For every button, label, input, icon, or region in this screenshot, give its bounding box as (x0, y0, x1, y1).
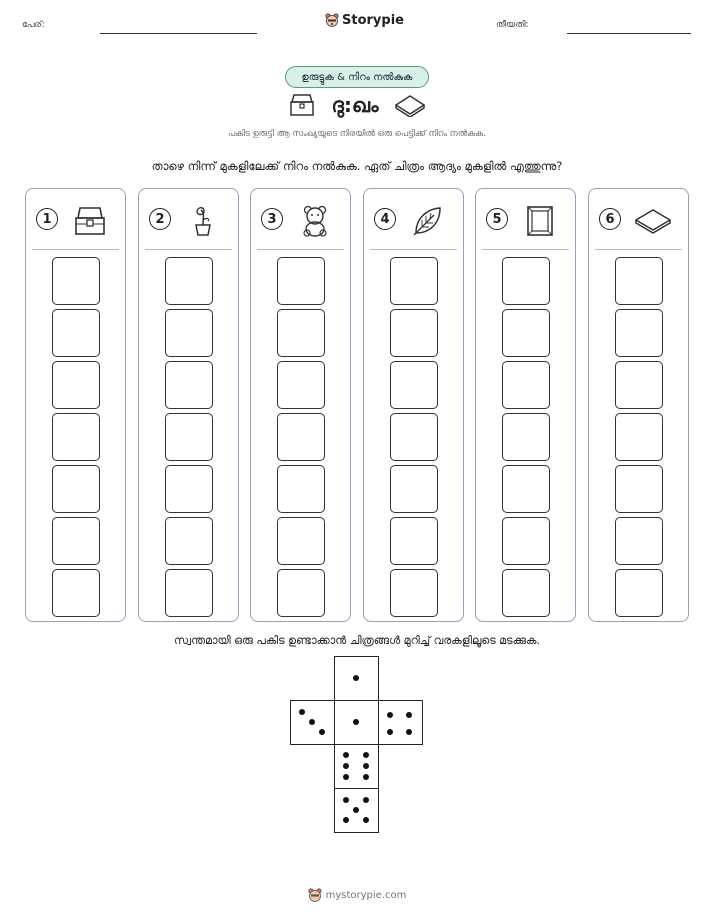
color-box[interactable] (277, 517, 325, 565)
leaf-icon (410, 205, 446, 237)
die-pip (363, 752, 369, 758)
column-header (476, 205, 575, 241)
color-box[interactable] (52, 465, 100, 513)
divider (257, 249, 344, 250)
color-box[interactable] (615, 569, 663, 617)
color-box[interactable] (165, 257, 213, 305)
name-line[interactable] (100, 33, 257, 34)
title-row (0, 92, 714, 118)
die-pip (363, 797, 369, 803)
die-pip (343, 817, 349, 823)
die-pip (299, 709, 305, 715)
die-pip (363, 763, 369, 769)
color-box[interactable] (277, 569, 325, 617)
color-box[interactable] (52, 413, 100, 461)
color-box[interactable] (390, 465, 438, 513)
die-pip (387, 729, 393, 735)
column-number: 5 (486, 208, 508, 230)
divider (370, 249, 457, 250)
die-pip (353, 675, 359, 681)
die-pip (363, 774, 369, 780)
color-box[interactable] (277, 361, 325, 409)
date-line[interactable] (567, 33, 691, 34)
color-box[interactable] (390, 309, 438, 357)
column-5 (475, 188, 576, 622)
color-box[interactable] (390, 517, 438, 565)
net-instruction: സ്വന്തമായി ഒരു പകിട ഉണ്ടാക്കാൻ ചിത്രങ്ങൾ മുറിച്ച് വരകളിലൂടെ മടക്കുക. (174, 634, 540, 647)
column-number: 6 (599, 208, 621, 230)
color-box[interactable] (615, 361, 663, 409)
color-box[interactable] (615, 517, 663, 565)
color-box[interactable] (165, 517, 213, 565)
die-pip (343, 763, 349, 769)
divider (32, 249, 119, 250)
color-box[interactable] (52, 517, 100, 565)
column-header (589, 205, 688, 241)
brand-logo (325, 13, 404, 28)
die-pip (319, 729, 325, 735)
die-pip (353, 807, 359, 813)
color-box[interactable] (390, 569, 438, 617)
column-4 (363, 188, 464, 622)
brand-name: Storypie (342, 13, 404, 28)
die-pip (387, 712, 393, 718)
color-box[interactable] (165, 361, 213, 409)
die-face-6 (334, 744, 379, 789)
column-header (251, 205, 350, 241)
color-box[interactable] (52, 257, 100, 305)
column-header (139, 205, 238, 241)
column-number: 1 (36, 208, 58, 230)
treasure-chest-icon (72, 205, 108, 237)
color-box[interactable] (615, 309, 663, 357)
folded-cloth-icon (394, 93, 426, 117)
bear-mascot-icon (308, 888, 322, 903)
column-1 (25, 188, 126, 622)
date-label: തീയതി: (496, 20, 529, 30)
color-box[interactable] (390, 413, 438, 461)
folded-cloth-icon (635, 205, 671, 237)
treasure-chest-icon (288, 92, 316, 118)
wilted-flower-icon (185, 205, 221, 237)
color-box[interactable] (502, 413, 550, 461)
column-number: 2 (149, 208, 171, 230)
die-pip (353, 719, 359, 725)
color-box[interactable] (165, 309, 213, 357)
die-face-5 (334, 788, 379, 833)
column-header (26, 205, 125, 241)
column-number: 4 (374, 208, 396, 230)
divider (145, 249, 232, 250)
die-pip (406, 729, 412, 735)
column-2 (138, 188, 239, 622)
die-face-4 (378, 700, 423, 745)
color-box[interactable] (502, 257, 550, 305)
die-face-3 (290, 700, 335, 745)
color-box[interactable] (390, 361, 438, 409)
bear-mascot-icon (325, 13, 339, 28)
instruction: താഴെ നിന്ന് മുകളിലേക്ക് നിറം നൽകുക. ഏത് ചിത്രം ആദ്യം മുകളിൽ എത്തുന്നു? (151, 159, 563, 173)
die-pip (343, 774, 349, 780)
footer (0, 888, 714, 903)
color-box[interactable] (502, 309, 550, 357)
teddy-bear-icon (297, 205, 333, 237)
die-pip (343, 797, 349, 803)
die-face-1 (334, 700, 379, 745)
color-box[interactable] (502, 465, 550, 513)
color-box[interactable] (615, 257, 663, 305)
column-header (364, 205, 463, 241)
die-face-1 (334, 656, 379, 701)
divider (595, 249, 682, 250)
color-box[interactable] (502, 517, 550, 565)
column-number: 3 (261, 208, 283, 230)
column-3 (250, 188, 351, 622)
color-box[interactable] (502, 361, 550, 409)
color-box[interactable] (615, 413, 663, 461)
column-6 (588, 188, 689, 622)
color-box[interactable] (390, 257, 438, 305)
activity-badge: ഉരുട്ടുക & നിറം നൽകുക (285, 66, 429, 88)
color-box[interactable] (52, 309, 100, 357)
color-box[interactable] (52, 569, 100, 617)
color-box[interactable] (165, 413, 213, 461)
picture-frame-icon (522, 205, 558, 237)
name-label: പേര്: (22, 20, 45, 30)
page-title: ദു:ഖം (331, 93, 379, 117)
die-pip (363, 817, 369, 823)
die-pip (309, 719, 315, 725)
color-box[interactable] (277, 465, 325, 513)
die-pip (406, 712, 412, 718)
color-box[interactable] (165, 569, 213, 617)
divider (482, 249, 569, 250)
color-box[interactable] (615, 465, 663, 513)
color-box[interactable] (165, 465, 213, 513)
die-pip (343, 752, 349, 758)
color-box[interactable] (277, 309, 325, 357)
color-box[interactable] (502, 569, 550, 617)
color-box[interactable] (277, 413, 325, 461)
subtitle: പകിട ഉരുട്ടി ആ സംഖ്യയുടെ നിരയിൽ ഒരു പെട്ടിക്ക് നിറം നൽകുക. (228, 129, 486, 139)
color-box[interactable] (52, 361, 100, 409)
color-box[interactable] (277, 257, 325, 305)
footer-url[interactable]: mystorypie.com (325, 890, 407, 901)
